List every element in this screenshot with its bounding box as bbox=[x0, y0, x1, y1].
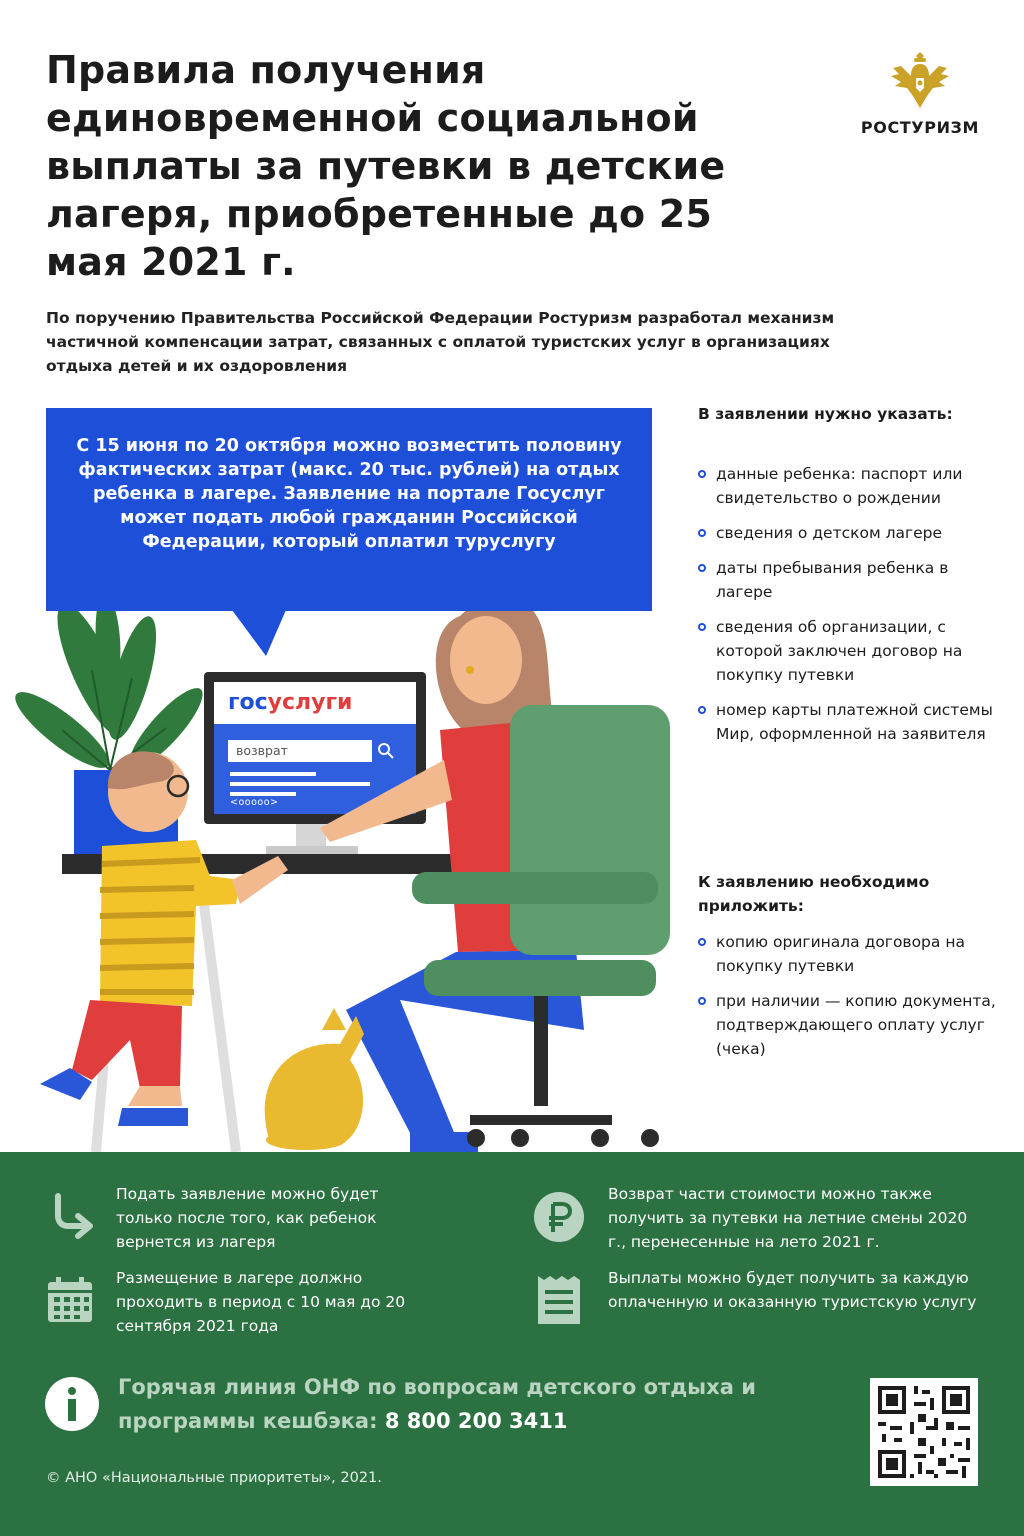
list-item-text: номер карты платежной системы Мир, оформленной на заявителя bbox=[716, 701, 993, 743]
footer-note-2: Возврат части стоимости можно также получить за путевки на летние смены 2020 г., перенесенные на лето 2021 г. bbox=[608, 1185, 968, 1251]
list-item-text: копию оригинала договора на покупку путевки bbox=[716, 933, 965, 975]
hotline-text: Горячая линия ОНФ по вопросам детского отдыха и программы кешбэка: bbox=[118, 1375, 756, 1433]
attachments-list bbox=[698, 930, 998, 1072]
gosuslugi-logo-part2: услуги bbox=[267, 690, 353, 715]
list-item bbox=[698, 462, 998, 510]
return-arrow-icon bbox=[44, 1192, 96, 1244]
intro-text: По поручению Правительства Российской Федерации Ростуризм разработал механизм частичной компенсации затрат, связанных с оплатой туристских услуг в организациях отдыха детей и их оздоровления bbox=[46, 309, 835, 375]
list-item bbox=[698, 615, 998, 687]
list-item-text: даты пребывания ребенка в лагере bbox=[716, 559, 949, 601]
list-item-text: данные ребенка: паспорт или свидетельство о рождении bbox=[716, 465, 963, 507]
copyright: © АНО «Национальные приоритеты», 2021. bbox=[46, 1470, 382, 1486]
hotline-phone[interactable]: 8 800 200 3411 bbox=[384, 1409, 568, 1433]
bullet-icon bbox=[698, 997, 706, 1005]
page-title: Правила получения единовременной социальной выплаты за путевки в детские лагеря, приобретенные до 25 мая 2021 г. bbox=[46, 48, 726, 284]
screen-pager: <ооооо> bbox=[230, 797, 279, 808]
application-heading: В заявлении нужно указать: bbox=[698, 405, 953, 423]
list-item bbox=[698, 556, 998, 604]
info-bubble-text: С 15 июня по 20 октября можно возместить половину фактических затрат (макс. 20 тыс. рублей) на отдых ребенка в лагере. Заявление на портале Госуслуг может подать любой гражданин Российской Федерации, который оплатил туруслугу bbox=[76, 436, 622, 552]
rosturizm-logo bbox=[856, 52, 984, 137]
calendar-icon bbox=[46, 1276, 94, 1324]
bullet-icon bbox=[698, 938, 706, 946]
gosuslugi-logo bbox=[228, 690, 352, 715]
attachments-heading: К заявлению необходимо приложить: bbox=[698, 873, 930, 915]
info-bubble bbox=[46, 408, 652, 611]
list-item bbox=[698, 698, 998, 746]
qr-code[interactable] bbox=[870, 1378, 978, 1486]
application-list bbox=[698, 462, 998, 757]
bullet-icon bbox=[698, 529, 706, 537]
gosuslugi-logo-part1: гос bbox=[228, 690, 268, 715]
list-item bbox=[698, 989, 998, 1061]
qr-code-icon bbox=[870, 1378, 978, 1486]
screen-search-text: возврат bbox=[236, 743, 288, 758]
bullet-icon bbox=[698, 623, 706, 631]
footer-note-1: Подать заявление можно будет только после того, как ребенок вернется из лагеря bbox=[116, 1185, 379, 1251]
bubble-tail bbox=[232, 610, 292, 660]
bullet-icon bbox=[698, 706, 706, 714]
bullet-icon bbox=[698, 564, 706, 572]
footer-note-4: Выплаты можно будет получить за каждую оплаченную и оказанную туристскую услугу bbox=[608, 1269, 977, 1311]
footer-note-3: Размещение в лагере должно проходить в период с 10 мая до 20 сентября 2021 года bbox=[116, 1269, 406, 1335]
list-item-text: при наличии — копию документа, подтверждающего оплату услуг (чека) bbox=[716, 992, 996, 1058]
logo-text: РОСТУРИЗМ bbox=[860, 118, 980, 137]
hotline bbox=[118, 1370, 818, 1438]
eagle-emblem-icon bbox=[889, 52, 951, 108]
list-item bbox=[698, 521, 998, 545]
info-icon bbox=[44, 1376, 100, 1432]
ruble-icon bbox=[532, 1190, 586, 1244]
list-item-text: сведения о детском лагере bbox=[716, 524, 943, 542]
list-item bbox=[698, 930, 998, 978]
receipt-icon bbox=[536, 1274, 582, 1326]
plant-icon bbox=[6, 593, 211, 778]
bullet-icon bbox=[698, 470, 706, 478]
list-item-text: сведения об организации, с которой заключен договор на покупку путевки bbox=[716, 618, 963, 684]
family-illustration bbox=[0, 560, 680, 1152]
